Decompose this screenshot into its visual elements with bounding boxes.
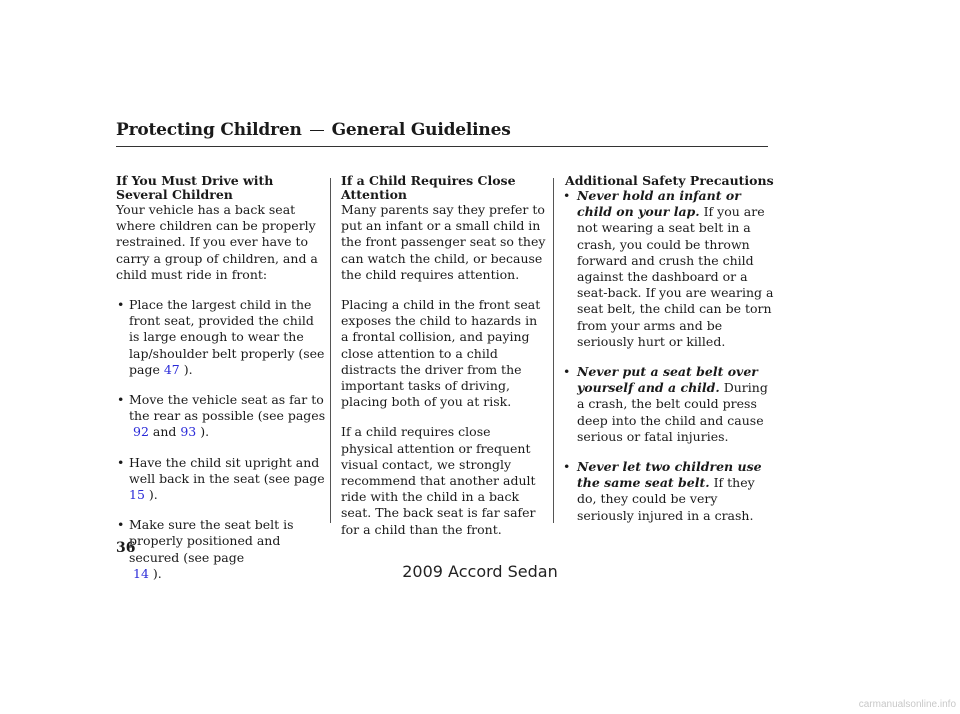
header-topic: General Guidelines (331, 120, 511, 140)
list-item-text: Have the child sit upright and well back in the seat (see page (129, 454, 325, 486)
column-safety-precautions (565, 174, 775, 538)
paragraph: Many parents say they prefer to put an infant or a small child in the front passenger seat so they can watch the child, or because the child requires attention. (341, 202, 546, 282)
list-item-text: ). (179, 361, 193, 377)
footer-model: 2009 Accord Sedan (402, 562, 558, 581)
list-item (116, 455, 326, 504)
header-section: Protecting Children (116, 120, 302, 140)
warning-emphasis: Never put a seat belt over yourself and a child. (577, 364, 758, 396)
precaution-list (565, 188, 775, 524)
list-item-text: Move the vehicle seat as far to the rear as possible (see pages (129, 392, 326, 424)
list-item (116, 297, 326, 378)
paragraph: If a child requires close physical attention or frequent visual contact, we strongly recommend that another adult ride with the child in a back seat. The back seat is far safer for a child than the front. (341, 424, 536, 537)
list-item-text: If you are not wearing a seat belt in a crash, you could be thrown forward and crush the child against the dashboard or a seat-back. If you are wearing a seat belt, the child can be torn from your arms and be seriously hurt or killed. (577, 204, 774, 349)
list-item (565, 459, 775, 524)
column-several-children (116, 174, 326, 596)
list-item-text: ). (196, 424, 210, 440)
page-link-14[interactable]: 14 (133, 565, 149, 581)
section-heading: Additional Safety Precautions (565, 173, 774, 188)
page-link-92[interactable]: 92 (133, 424, 149, 440)
page-number: 36 (116, 540, 136, 556)
list-item-text: During a crash, the belt could press deep into the child and cause serious or fatal injuries. (577, 380, 768, 444)
list-item (116, 392, 326, 441)
list-item-text: If they do, they could be very seriously injured in a crash. (577, 475, 755, 523)
guideline-list (116, 297, 326, 582)
page-link-93[interactable]: 93 (180, 424, 197, 440)
list-item (565, 364, 775, 445)
page-header (116, 120, 511, 140)
list-item-text: ). (144, 487, 158, 503)
column-divider-2 (553, 178, 554, 523)
paragraph: Placing a child in the front seat exposes the child to hazards in a frontal collision, and paying close attention to a child distracts the driver from the important tasks of driving, placing both of you at risk. (341, 297, 541, 410)
warning-emphasis: Never let two children use the same seat belt. (577, 459, 762, 491)
section-heading: If You Must Drive with Several Children (116, 173, 274, 202)
intro-paragraph: Your vehicle has a back seat where children can be properly restrained. If you ever have to carry a group of children, and a child must ride in front: (116, 202, 318, 282)
column-divider-1 (330, 178, 331, 523)
list-item-text: Place the largest child in the front seat, provided the child is large enough to wear the lap/shoulder belt properly (see page (129, 297, 325, 377)
list-item-text: ). (148, 565, 162, 581)
list-item-text: Make sure the seat belt is properly positioned and secured (see page (129, 517, 294, 565)
watermark: carmanualsonline.info (858, 699, 956, 710)
list-item-text: and (148, 424, 181, 440)
list-item (565, 188, 775, 350)
warning-emphasis: Never hold an infant or child on your lap. (577, 188, 741, 220)
page-link-15[interactable]: 15 (129, 487, 145, 503)
header-dash (310, 130, 324, 131)
header-rule (116, 146, 768, 147)
section-heading: If a Child Requires Close Attention (341, 173, 516, 202)
column-close-attention (341, 174, 546, 552)
page-link-47[interactable]: 47 (163, 361, 180, 377)
